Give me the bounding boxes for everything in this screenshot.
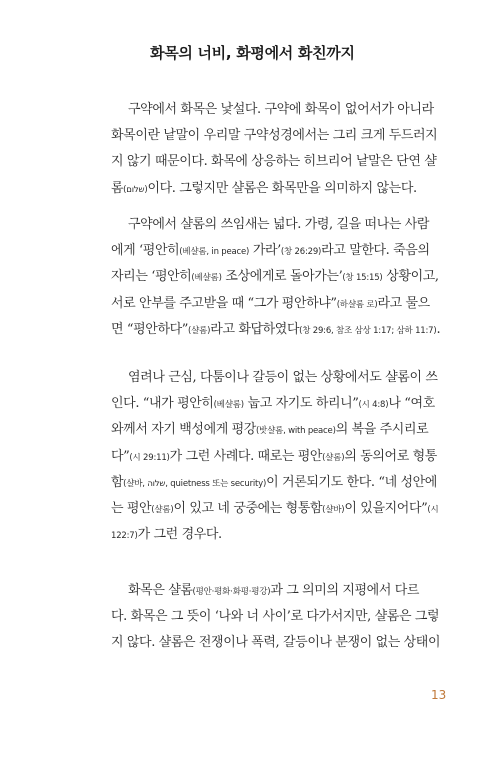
text-run: 다” [111,448,130,464]
paragraph-line [128,100,457,120]
reference-note: (시 4:8) [358,400,389,411]
paragraph-line [111,525,457,545]
text-run: 눕고 자기도 하리니” [243,396,359,412]
text-run: 라고 물으 [377,295,430,311]
text-run: 가 그런 사례다. 때로는 평안 [169,448,323,464]
text-run: 와께서 자기 백성에게 평강 [111,422,256,438]
reference-note: (베샬롬) [213,400,244,411]
paragraph-line [111,499,457,519]
reference-note: (창 15:15) [342,273,383,284]
reference-note: 122:7) [111,531,138,542]
reference-note: (평안·평화·화평·평강) [192,587,271,597]
reference-note: (베샬롬) [191,273,222,284]
section-heading: 화목의 너비, 화평에서 화친까지 [150,44,355,62]
text-run: 과 그 의미의 지평에서 다르 [270,583,420,598]
text-run: 염려나 근심, 다툼이나 갈등이 없는 상황에서도 샬롬이 쓰 [128,370,438,385]
text-run: 인다. “내가 평안히 [111,396,214,412]
reference-note: (샬바) [322,505,345,515]
paragraph-line [111,267,457,287]
text-run: 라고 말한다. 죽음의 [321,243,430,259]
text-run: 상황이고, [382,269,439,285]
text-run: 의 복을 주시리로 [335,422,429,438]
reference-note: (베샬롬, in peace) [179,247,250,258]
text-run: 이 거론되기도 한다. “네 성안에 [266,474,437,490]
text-run: 면 “평안하다” [111,321,189,337]
text-run: 지 않기 때문이다. 화목에 상응하는 히브리어 낱말은 단연 샬 [111,154,437,170]
text-run: 함 [111,474,124,490]
text-run: 에게 ‘평안히 [111,243,180,259]
paragraph-line [111,447,457,467]
reference-note: (창 26:29) [280,247,322,258]
text-run: 롬 [111,180,124,196]
text-run: 이 있고 네 궁중에는 형통함 [173,501,323,516]
paragraph-line [128,368,457,388]
text-run: 지 않다. 샬롬은 전쟁이나 폭력, 갈등이나 분쟁이 없는 상태이 [111,635,441,651]
paragraph-line [111,633,457,653]
paragraph-line [128,581,457,601]
paragraph-line [128,215,457,235]
text-run: 조상에게로 돌아가는’ [221,269,343,285]
paragraph-line [111,294,457,314]
text-run: 라고 화답하였다 [210,321,300,337]
paragraph-line [111,473,457,493]
reference-note: (שלום) [123,184,148,195]
paragraph-line [111,152,457,172]
paragraph-line [111,320,457,340]
reference-note: (시 29:11) [129,452,170,463]
text-run: 나 “여호 [388,396,435,412]
reference-note: (샬롬) [151,505,174,515]
reference-note: (밧샬롬, with peace) [255,426,336,437]
paragraph-line [111,126,457,146]
reference-note: (샬롬) [188,325,211,336]
reference-note: (샬롬) [322,452,345,463]
paragraph-line [111,179,457,199]
text-run: 화목이란 낱말이 우리말 구약성경에서는 그리 크게 두드러지 [111,128,438,144]
text-run: 화목은 샬롬 [128,583,193,598]
text-run: 이 있을지어다” [344,501,428,516]
text-run: 는 평안 [111,501,152,516]
paragraph-line [111,394,457,414]
paragraph-line [111,241,457,261]
page-number: 13 [431,688,447,702]
text-run: 서로 안부를 주고받을 때 “그가 평안하냐” [111,295,337,311]
paragraph-line [111,420,457,440]
reference-note: (샬바, שלוה, quietness 또는 security) [123,478,267,489]
text-run: 이다. 그렇지만 샬롬은 화목만을 의미하지 않는다. [147,180,417,196]
text-run: 의 동의어로 형통 [344,448,437,464]
text-run: 다. 화목은 그 뜻이 ‘나와 너 사이’로 다가서지만, 샬롬은 그렇 [111,609,440,625]
text-run: 자리는 ‘평안히 [111,269,192,285]
text-run: 가라’ [249,243,281,259]
text-run: 구약에서 샬롬의 쓰임새는 넓다. 가령, 길을 떠나는 사람 [128,217,430,232]
reference-note: (창 29:6, 참조 삼상 1:17; 삼하 11:7) [299,325,437,336]
reference-note: (하샬롬 로) [336,299,378,310]
text-run: 구약에서 화목은 낯설다. 구약에 화목이 없어서가 아니라 [128,102,434,117]
text-run: . [436,321,441,337]
paragraph-line [111,607,457,627]
reference-note: (시 [427,505,439,515]
text-run: 가 그런 경우다. [137,527,222,543]
